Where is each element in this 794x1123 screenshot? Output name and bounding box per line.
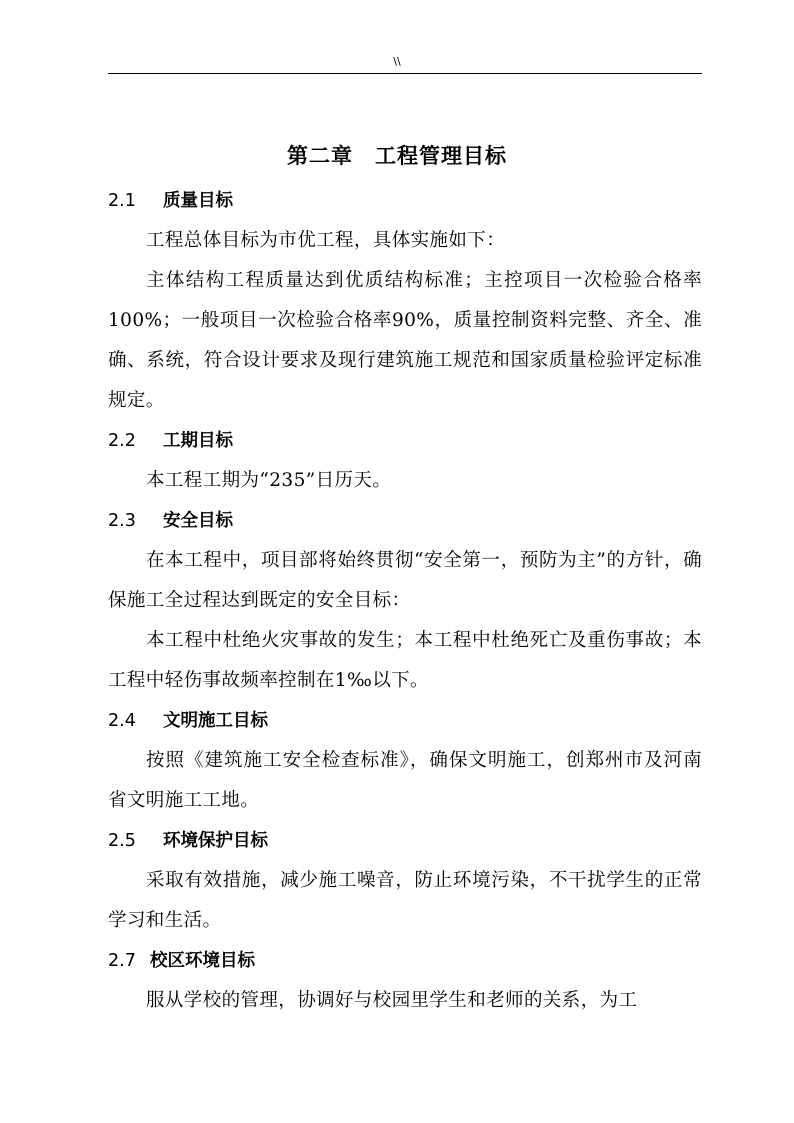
paragraph: 本工程中杜绝火灾事故的发生；本工程中杜绝死亡及重伤事故；本工程中轻伤事故频率控制在1‰以下。: [108, 630, 702, 691]
paragraph: 本工程工期为“235”日历天。: [146, 470, 392, 491]
section-title: 质量目标: [163, 191, 233, 211]
section-number: 2.2: [108, 431, 136, 451]
section-environment: [108, 821, 702, 941]
section-number: 2.1: [108, 191, 136, 211]
section-number: 2.5: [108, 831, 136, 851]
section-heading: [108, 181, 702, 221]
chapter-title: 第二章 工程管理目标: [287, 144, 507, 168]
section-heading: [108, 501, 702, 541]
section-heading: [108, 701, 702, 741]
section-schedule: [108, 421, 702, 501]
section-title: 工期目标: [163, 431, 233, 451]
section-title: 校区环境目标: [150, 951, 255, 971]
section-safety: [108, 501, 702, 701]
section-quality: [108, 181, 702, 421]
header-rule: [108, 73, 702, 74]
section-title: 文明施工目标: [163, 711, 268, 731]
section-heading: [108, 821, 702, 861]
paragraph: 采取有效措施，减少施工噪音，防止环境污染，不干扰学生的正常学习和生活。: [108, 870, 702, 931]
paragraph: 在本工程中，项目部将始终贯彻“安全第一，预防为主”的方针，确保施工全过程达到既定的安全目标：: [108, 550, 702, 611]
section-number: 2.3: [108, 511, 136, 531]
section-title: 环境保护目标: [163, 831, 268, 851]
section-heading: [108, 421, 702, 461]
section-heading: [108, 941, 702, 981]
paragraph: 服从学校的管理，协调好与校园里学生和老师的关系，为工: [146, 990, 638, 1011]
section-title: 安全目标: [163, 511, 233, 531]
page-header-mark: \\: [393, 55, 401, 68]
section-number: 2.7: [108, 951, 136, 971]
document-body: [108, 181, 702, 1021]
section-civilized-construction: [108, 701, 702, 821]
section-campus-environment: [108, 941, 702, 1021]
paragraph: 工程总体目标为市优工程，具体实施如下：: [146, 230, 506, 251]
paragraph: 主体结构工程质量达到优质结构标准；主控项目一次检验合格率100%；一般项目一次检验合格率90%，质量控制资料完整、齐全、准确、系统，符合设计要求及现行建筑施工规范和国家质量检验评定标准规定。: [108, 270, 702, 411]
paragraph: 按照《建筑施工安全检查标准》，确保文明施工，创郑州市及河南省文明施工工地。: [108, 750, 702, 811]
section-number: 2.4: [108, 711, 136, 731]
